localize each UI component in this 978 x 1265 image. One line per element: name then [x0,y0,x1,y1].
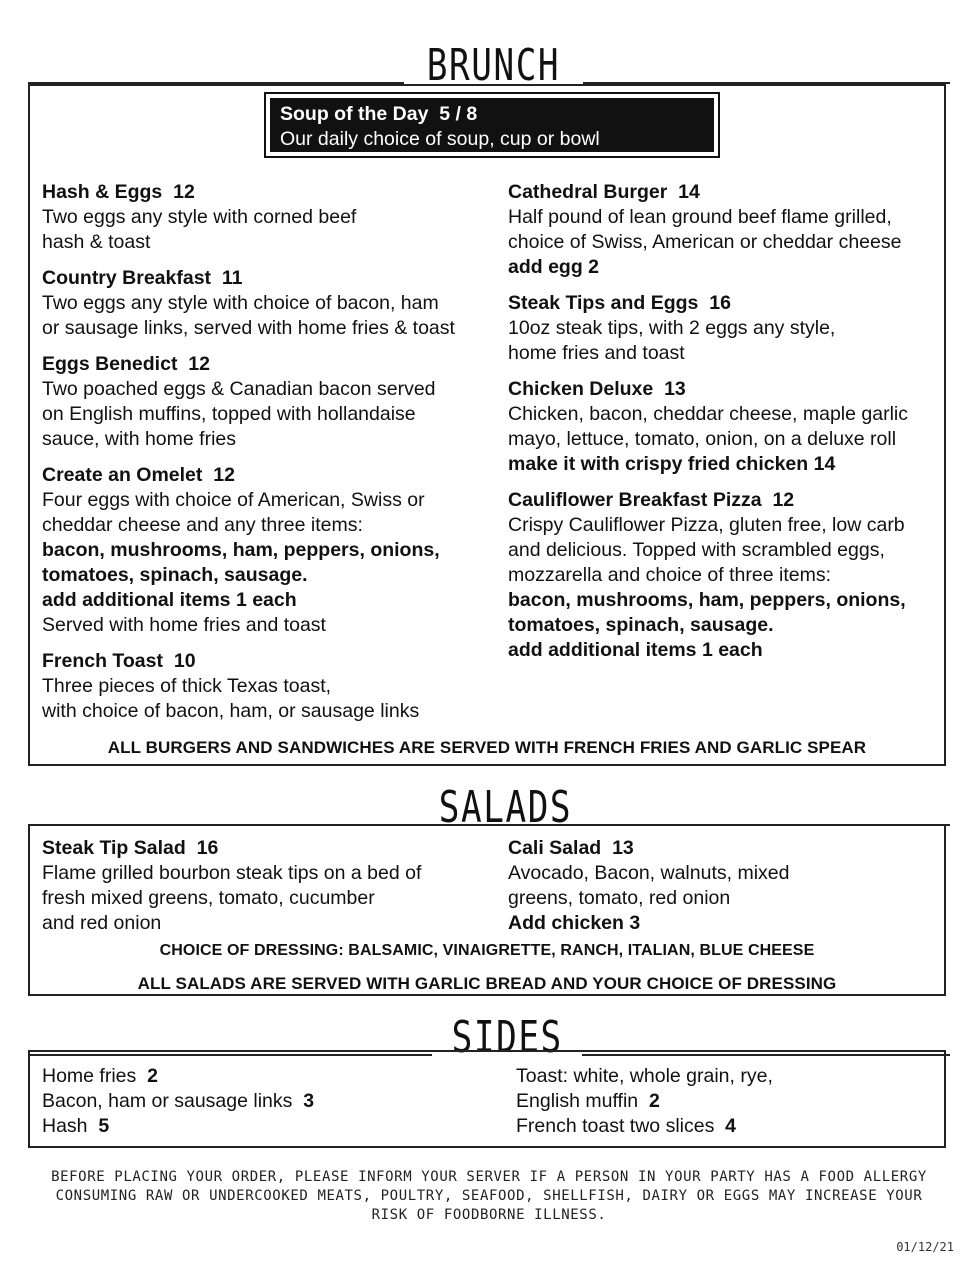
menu-item-create-omelet [42,463,502,638]
item-desc: 10oz steak tips, with 2 eggs any style, [508,317,836,339]
item-name: Create an Omelet [42,464,203,486]
menu-item-eggs-benedict [42,352,502,452]
salads-note: ALL SALADS ARE SERVED WITH GARLIC BREAD AND YOUR CHOICE OF DRESSING [137,974,837,993]
item-desc: sauce, with home fries [42,428,237,450]
brunch-title: BRUNCH [426,40,561,91]
item-price: 16 [709,292,731,314]
item-desc: and delicious. Topped with scrambled eggs, [508,539,885,561]
item-desc: on English muffins, topped with hollandaise [42,403,416,425]
sides-right-column [516,1064,936,1139]
item-addon: add egg 2 [508,256,600,278]
item-name: Cali Salad [508,837,602,859]
side-price: 3 [303,1090,315,1112]
side-name: Home fries [42,1065,137,1087]
item-name: Cathedral Burger [508,181,668,203]
item-desc: hash & toast [42,231,151,253]
side-price: 5 [98,1115,110,1137]
item-desc: Two eggs any style with corned beef [42,206,357,228]
item-price: 11 [221,267,243,289]
side-name: French toast two slices [516,1115,715,1137]
side-item [516,1064,936,1089]
item-addon: add additional items 1 each [508,639,763,661]
item-desc: with choice of bacon, ham, or sausage links [42,700,420,722]
side-name: Bacon, ham or sausage links [42,1090,293,1112]
item-price: 10 [173,650,196,672]
item-price: 12 [188,353,210,375]
menu-item-cathedral-burger [508,180,940,280]
side-item [516,1089,936,1114]
side-item [42,1064,502,1089]
item-desc: fresh mixed greens, tomato, cucumber [42,887,375,909]
disclaimer-line: RISK OF FOODBORNE ILLNESS. [371,1207,607,1223]
brunch-left-column [42,180,502,735]
item-price: 13 [664,378,686,400]
item-options: bacon, mushrooms, ham, peppers, onions, [508,589,906,611]
disclaimer-line: BEFORE PLACING YOUR ORDER, PLEASE INFORM YOUR SERVER IF A PERSON IN YOUR PARTY HAS A FOOD ALLERGY [51,1169,927,1185]
item-name: Country Breakfast [42,267,212,289]
item-options: bacon, mushrooms, ham, peppers, onions, [42,539,440,561]
item-name: Steak Tip Salad [42,837,186,859]
item-options: tomatoes, spinach, sausage. [42,564,308,586]
side-item [516,1114,936,1139]
item-desc: Four eggs with choice of American, Swiss or [42,489,425,511]
item-name: Eggs Benedict [42,353,178,375]
menu-item-french-toast [42,649,502,724]
salads-right-column [508,836,940,947]
dressing-note: CHOICE OF DRESSING: BALSAMIC, VINAIGRETTE, RANCH, ITALIAN, BLUE CHEESE [159,942,815,959]
sides-title: SIDES [451,1012,563,1063]
menu-date: 01/12/21 [896,1240,954,1254]
sides-left-column [42,1064,502,1139]
item-desc: cheddar cheese and any three items: [42,514,363,536]
item-desc: Flame grilled bourbon steak tips on a bed of [42,862,422,884]
side-name: Toast: white, whole grain, rye, [516,1065,773,1087]
item-desc: Crispy Cauliflower Pizza, gluten free, low carb [508,514,905,536]
soup-name: Soup of the Day [280,103,429,125]
item-desc: Chicken, bacon, cheddar cheese, maple garlic [508,403,908,425]
item-desc: greens, tomato, red onion [508,887,731,909]
item-price: 13 [612,837,634,859]
item-name: French Toast [42,650,163,672]
brunch-header [28,40,950,91]
allergy-disclaimer [20,1168,958,1225]
item-name: Hash & Eggs [42,181,163,203]
item-desc: choice of Swiss, American or cheddar cheese [508,231,902,253]
side-item [42,1089,502,1114]
disclaimer-line: CONSUMING RAW OR UNDERCOOKED MEATS, POULTRY, SEAFOOD, SHELLFISH, DAIRY OR EGGS MAY INCREASE YOUR [55,1188,923,1204]
item-desc: mozzarella and choice of three items: [508,564,831,586]
item-desc: Half pound of lean ground beef flame grilled, [508,206,892,228]
item-addon: Add chicken 3 [508,912,641,934]
salads-title: SALADS [438,782,573,833]
salads-box [28,824,946,996]
item-name: Chicken Deluxe [508,378,654,400]
item-addon: make it with crispy fried chicken 14 [508,453,836,475]
menu-item-steak-tip-salad [42,836,502,936]
item-desc: mayo, lettuce, tomato, onion, on a deluxe roll [508,428,897,450]
side-price: 4 [725,1115,737,1137]
soup-price: 5 / 8 [439,103,478,125]
item-price: 12 [173,181,195,203]
menu-item-cauliflower-pizza [508,488,940,663]
brunch-note: ALL BURGERS AND SANDWICHES ARE SERVED WITH FRENCH FRIES AND GARLIC SPEAR [107,738,867,757]
soup-desc: Our daily choice of soup, cup or bowl [280,128,600,150]
soup-of-the-day [266,94,718,156]
item-desc: Two poached eggs & Canadian bacon served [42,378,436,400]
item-desc: Two eggs any style with choice of bacon, ham [42,292,439,314]
menu-item-steak-tips-eggs [508,291,940,366]
item-desc: and red onion [42,912,162,934]
item-price: 12 [213,464,235,486]
sides-box [28,1050,946,1148]
item-desc: home fries and toast [508,342,685,364]
side-name: English muffin [516,1090,639,1112]
side-price: 2 [147,1065,158,1087]
menu-item-cali-salad [508,836,940,936]
item-options: tomatoes, spinach, sausage. [508,614,774,636]
menu-item-chicken-deluxe [508,377,940,477]
item-price: 14 [678,181,700,203]
brunch-right-column [508,180,940,674]
side-name: Hash [42,1115,88,1137]
menu-item-hash-eggs [42,180,502,255]
brunch-box [28,84,946,766]
side-price: 2 [648,1090,660,1112]
side-item [42,1114,502,1139]
item-addon: add additional items 1 each [42,589,297,611]
menu-item-country-breakfast [42,266,502,341]
salads-left-column [42,836,502,947]
item-desc: or sausage links, served with home fries & toast [42,317,455,339]
item-desc: Three pieces of thick Texas toast, [42,675,332,697]
item-desc: Served with home fries and toast [42,614,326,636]
item-name: Cauliflower Breakfast Pizza [508,489,762,511]
item-desc: Avocado, Bacon, walnuts, mixed [508,862,790,884]
item-name: Steak Tips and Eggs [508,292,699,314]
item-price: 16 [196,837,219,859]
item-price: 12 [772,489,795,511]
